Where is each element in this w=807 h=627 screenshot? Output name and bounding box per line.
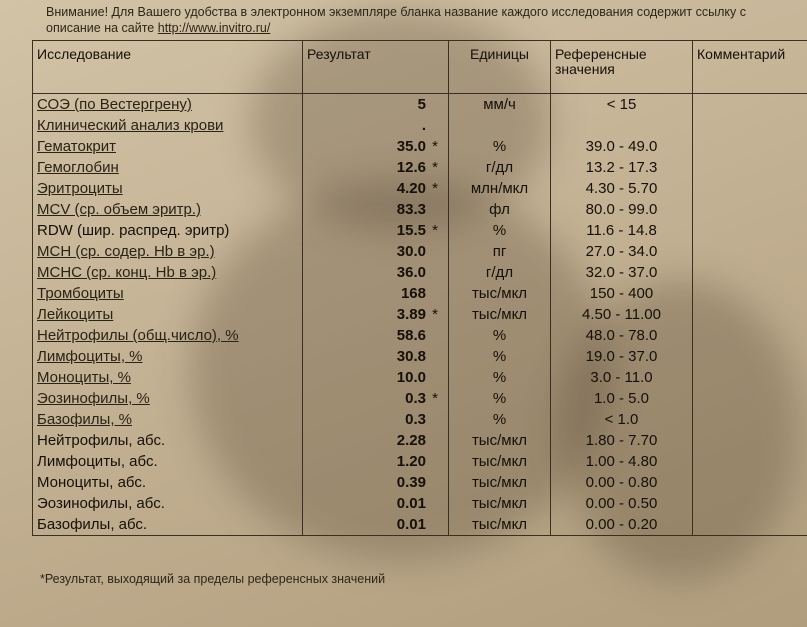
reference-cell: [551, 115, 693, 136]
comment-cell: [693, 304, 807, 325]
units-cell: %: [449, 346, 551, 367]
test-link[interactable]: Эозинофилы, %: [37, 390, 150, 407]
reference-cell: 4.30 - 5.70: [551, 178, 693, 199]
test-name: Лимфоциты, абс.: [37, 453, 158, 470]
result-value: 35.0: [396, 138, 426, 155]
header-test: Исследование: [33, 41, 303, 94]
units-cell: тыс/мкл: [449, 451, 551, 472]
table-row: [33, 136, 807, 157]
header-result: Результат: [303, 41, 449, 94]
test-name: Базофилы, абс.: [37, 516, 148, 533]
result-flag: *: [432, 306, 438, 323]
units-cell: пг: [449, 241, 551, 262]
header-comment: Комментарий: [693, 41, 807, 94]
units-cell: %: [449, 220, 551, 241]
table-row: [33, 283, 807, 304]
table-row: [33, 514, 807, 536]
reference-cell: 19.0 - 37.0: [551, 346, 693, 367]
header-reference-line-1: Референсные: [555, 46, 647, 62]
comment-cell: [693, 388, 807, 409]
units-cell: мм/ч: [449, 94, 551, 116]
test-link[interactable]: MCH (ср. содер. Hb в эр.): [37, 243, 215, 260]
reference-cell: 0.00 - 0.20: [551, 514, 693, 536]
table-row: [33, 157, 807, 178]
test-link[interactable]: СОЭ (по Вестергрену): [37, 96, 192, 113]
units-cell: фл: [449, 199, 551, 220]
units-cell: %: [449, 388, 551, 409]
result-flag: *: [432, 180, 438, 197]
reference-cell: 80.0 - 99.0: [551, 199, 693, 220]
result-value: 12.6: [396, 159, 426, 176]
units-cell: тыс/мкл: [449, 304, 551, 325]
units-cell: тыс/мкл: [449, 514, 551, 536]
result-value: 0.3: [405, 411, 426, 428]
header-reference: [551, 41, 693, 94]
table-row: [33, 199, 807, 220]
result-value: 30.8: [396, 348, 426, 365]
reference-cell: 1.00 - 4.80: [551, 451, 693, 472]
table-header-row: [33, 41, 807, 94]
reference-cell: 4.50 - 11.00: [551, 304, 693, 325]
test-name: Моноциты, абс.: [37, 474, 147, 491]
units-cell: %: [449, 325, 551, 346]
table-row: [33, 325, 807, 346]
units-cell: тыс/мкл: [449, 283, 551, 304]
reference-cell: 32.0 - 37.0: [551, 262, 693, 283]
table-row: [33, 94, 807, 116]
units-cell: %: [449, 367, 551, 388]
table-row: [33, 367, 807, 388]
test-link[interactable]: Клинический анализ крови: [37, 117, 224, 134]
results-table: [32, 40, 807, 536]
table-row: [33, 115, 807, 136]
table-row: [33, 472, 807, 493]
table-row: [33, 262, 807, 283]
table-row: [33, 493, 807, 514]
result-value: 3.89: [396, 306, 426, 323]
test-link[interactable]: Гематокрит: [37, 138, 116, 155]
result-flag: *: [432, 138, 438, 155]
result-value: .: [421, 117, 426, 134]
comment-cell: [693, 157, 807, 178]
header-reference-line-2: значения: [555, 61, 615, 77]
result-value: 10.0: [396, 369, 426, 386]
test-link[interactable]: Гемоглобин: [37, 159, 119, 176]
table-row: [33, 220, 807, 241]
result-value: 30.0: [396, 243, 426, 260]
units-cell: млн/мкл: [449, 178, 551, 199]
notice-line-2-text: описание на сайте: [46, 21, 155, 35]
test-link[interactable]: Эритроциты: [37, 180, 123, 197]
test-link[interactable]: Тромбоциты: [37, 285, 124, 302]
comment-cell: [693, 136, 807, 157]
reference-cell: 27.0 - 34.0: [551, 241, 693, 262]
comment-cell: [693, 283, 807, 304]
notice-text: [46, 4, 806, 36]
test-name: Нейтрофилы, абс.: [37, 432, 166, 449]
reference-cell: < 15: [551, 94, 693, 116]
comment-cell: [693, 262, 807, 283]
comment-cell: [693, 514, 807, 536]
comment-cell: [693, 430, 807, 451]
comment-cell: [693, 451, 807, 472]
result-value: 5: [417, 96, 426, 113]
result-value: 4.20: [396, 180, 426, 197]
test-name: RDW (шир. распред. эритр): [37, 222, 230, 239]
units-cell: г/дл: [449, 157, 551, 178]
comment-cell: [693, 94, 807, 116]
table-row: [33, 409, 807, 430]
result-flag: *: [432, 222, 438, 239]
result-value: 83.3: [396, 201, 426, 218]
notice-line-1: Внимание! Для Вашего удобства в электронном экземпляре бланка название каждого исследования содержит ссылку с: [46, 5, 746, 19]
units-cell: %: [449, 136, 551, 157]
test-link[interactable]: MCV (ср. объем эритр.): [37, 201, 202, 218]
reference-cell: < 1.0: [551, 409, 693, 430]
reference-cell: 11.6 - 14.8: [551, 220, 693, 241]
table-row: [33, 451, 807, 472]
comment-cell: [693, 409, 807, 430]
reference-cell: 1.0 - 5.0: [551, 388, 693, 409]
result-value: 0.01: [396, 516, 426, 533]
table-row: [33, 346, 807, 367]
table-row: [33, 388, 807, 409]
test-link[interactable]: Лейкоциты: [37, 306, 114, 323]
table-row: [33, 430, 807, 451]
comment-cell: [693, 115, 807, 136]
reference-cell: 1.80 - 7.70: [551, 430, 693, 451]
reference-cell: 13.2 - 17.3: [551, 157, 693, 178]
comment-cell: [693, 220, 807, 241]
comment-cell: [693, 493, 807, 514]
website-link[interactable]: http://www.invitro.ru/: [157, 21, 271, 35]
table-row: [33, 304, 807, 325]
test-link[interactable]: Базофилы, %: [37, 411, 132, 428]
result-value: 58.6: [396, 327, 426, 344]
test-link[interactable]: Нейтрофилы (общ.число), %: [37, 327, 239, 344]
comment-cell: [693, 241, 807, 262]
comment-cell: [693, 472, 807, 493]
table-row: [33, 241, 807, 262]
units-cell: тыс/мкл: [449, 472, 551, 493]
comment-cell: [693, 325, 807, 346]
result-flag: *: [432, 390, 438, 407]
result-value: 0.3: [405, 390, 426, 407]
units-cell: %: [449, 409, 551, 430]
header-units: Единицы: [449, 41, 551, 94]
units-cell: тыс/мкл: [449, 493, 551, 514]
result-value: 15.5: [396, 222, 426, 239]
test-link[interactable]: Моноциты, %: [37, 369, 131, 386]
reference-cell: 150 - 400: [551, 283, 693, 304]
table-row: [33, 178, 807, 199]
result-flag: *: [432, 159, 438, 176]
reference-cell: 0.00 - 0.50: [551, 493, 693, 514]
comment-cell: [693, 346, 807, 367]
footnote: *Результат, выходящий за пределы референсных значений: [40, 572, 386, 586]
result-value: 1.20: [396, 453, 426, 470]
result-value: 0.39: [396, 474, 426, 491]
comment-cell: [693, 178, 807, 199]
test-name: Эозинофилы, абс.: [37, 495, 165, 512]
units-cell: тыс/мкл: [449, 430, 551, 451]
reference-cell: 39.0 - 49.0: [551, 136, 693, 157]
test-link[interactable]: MCHC (ср. конц. Hb в эр.): [37, 264, 217, 281]
result-value: 2.28: [396, 432, 426, 449]
reference-cell: 0.00 - 0.80: [551, 472, 693, 493]
notice-line-2: [46, 20, 806, 36]
result-value: 0.01: [396, 495, 426, 512]
units-cell: г/дл: [449, 262, 551, 283]
result-value: 36.0: [396, 264, 426, 281]
reference-cell: 3.0 - 11.0: [551, 367, 693, 388]
reference-cell: 48.0 - 78.0: [551, 325, 693, 346]
result-value: 168: [400, 285, 426, 302]
comment-cell: [693, 367, 807, 388]
comment-cell: [693, 199, 807, 220]
test-link[interactable]: Лимфоциты, %: [37, 348, 143, 365]
units-cell: [449, 115, 551, 136]
